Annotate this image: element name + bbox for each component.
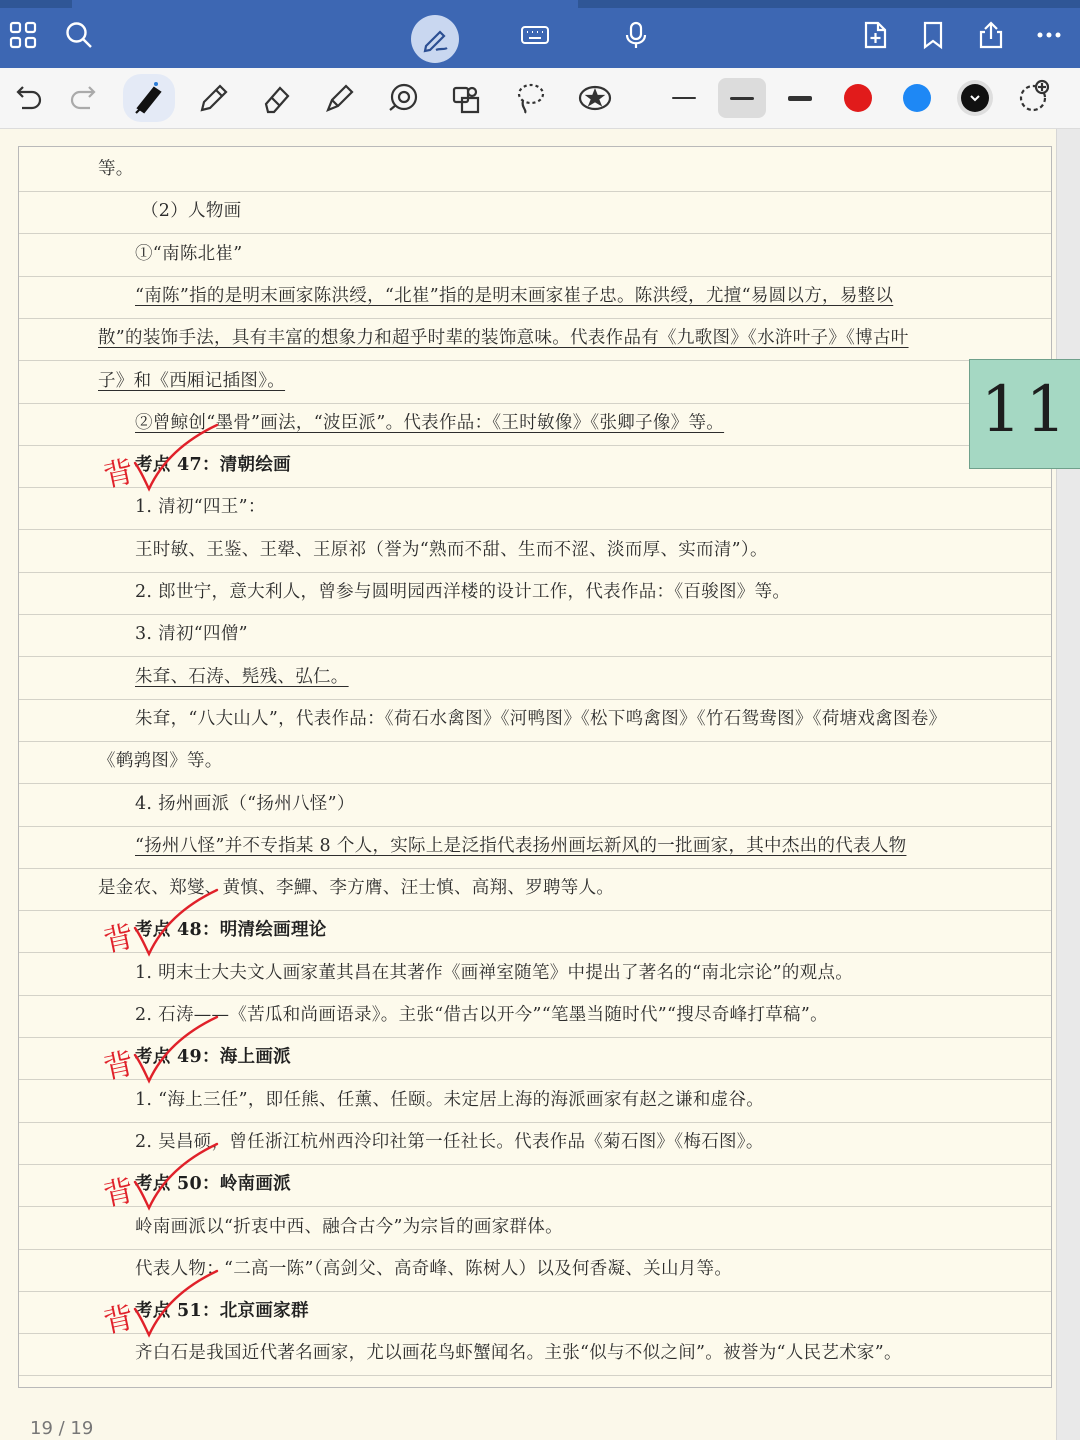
top-strip <box>578 0 1080 8</box>
ruled-line <box>19 233 1051 234</box>
ruled-line <box>19 1375 1051 1376</box>
text-line: 朱耷，“八大山人”，代表作品：《荷石水禽图》《河鸭图》《松下鸣禽图》《竹石鸳鸯图》《荷塘戏禽图卷》 <box>135 708 947 729</box>
checkmark-icon <box>131 1142 221 1212</box>
ruled-line <box>19 403 1051 404</box>
text-line: “南陈”指的是明末画家陈洪绶，“北崔”指的是明末画家崔子忠。陈洪绶，尤擅“易圆以方，易整以 <box>135 285 894 306</box>
text-line: 2. 郎世宁，意大利人，曾参与圆明园西洋楼的设计工作，代表作品：《百骏图》等。 <box>135 582 791 602</box>
ruled-line <box>19 741 1051 742</box>
text-line: 4. 扬州画派（“扬州八怪”） <box>135 793 355 814</box>
search-icon[interactable] <box>64 20 94 50</box>
stroke-thick[interactable] <box>776 78 824 118</box>
drawing-toolbar <box>0 68 1080 129</box>
ruled-line <box>19 614 1051 615</box>
keyboard-icon[interactable] <box>520 20 550 50</box>
text-line: 子》和《西厢记插图》。 <box>98 370 286 391</box>
lasso-tool[interactable] <box>511 80 549 116</box>
text-line: 王时敏、王鉴、王翚、王原祁（誉为“熟而不甜、生而不涩、淡而厚、实而清”）。 <box>135 539 768 560</box>
section-heading: 考点 47：清朝绘画 <box>135 455 291 476</box>
stroke-thin[interactable] <box>660 78 708 118</box>
ruled-line <box>19 529 1051 530</box>
pencil-tool[interactable] <box>194 80 232 116</box>
text-line: ②曾鲸创“墨骨”画法，“波臣派”。代表作品：《王时敏像》《张卿子像》等。 <box>135 412 725 433</box>
checkmark-icon <box>131 1015 221 1085</box>
handwritten-annotation: 背 <box>100 919 138 961</box>
eraser-tool[interactable] <box>256 80 294 116</box>
ruled-line <box>19 318 1051 319</box>
text-line: 散”的装饰手法，具有丰富的想象力和超乎时辈的装饰意味。代表作品有《九歌图》《水浒叶子》《博古叶 <box>98 328 909 349</box>
ruled-line <box>19 276 1051 277</box>
text-line: 2. 石涛——《苦瓜和尚画语录》。主张“借古以开今”“笔墨当随时代”“搜尽奇峰打草稿”。 <box>135 1005 828 1025</box>
ruled-line <box>19 360 1051 361</box>
checkmark-icon <box>131 888 221 958</box>
shape-tool[interactable] <box>384 80 422 116</box>
handwritten-annotation: 背 <box>100 1300 138 1341</box>
ruled-line <box>19 995 1051 996</box>
top-strip <box>0 0 72 8</box>
checkmark-icon <box>131 1269 221 1339</box>
ruled-line <box>19 1122 1051 1123</box>
notebook-page[interactable] <box>18 146 1052 1388</box>
more-options-icon[interactable] <box>1034 20 1064 50</box>
ruled-line <box>19 1249 1051 1250</box>
text-line: 是金农、郑燮、黄慎、李鱓、李方膺、汪士慎、高翔、罗聘等人。 <box>98 878 615 899</box>
add-page-icon[interactable] <box>860 20 890 50</box>
pen-mode-button[interactable] <box>411 15 459 63</box>
page-counter: 19 / 19 <box>30 1418 94 1439</box>
share-icon[interactable] <box>976 20 1006 50</box>
fountain-pen-tool[interactable] <box>123 74 175 122</box>
text-line: 齐白石是我国近代著名画家，尤以画花鸟虾蟹闻名。主张“似与不似之间”。被誉为“人民艺术家”。 <box>135 1343 902 1364</box>
handwritten-annotation: 背 <box>100 1173 138 1214</box>
section-heading: 考点 48：明清绘画理论 <box>135 920 327 941</box>
ruled-line <box>19 783 1051 784</box>
text-line: 岭南画派以“折衷中西、融合古今”为宗旨的画家群体。 <box>135 1216 563 1237</box>
bookmark-icon[interactable] <box>918 20 948 50</box>
text-line: 等。 <box>98 159 134 179</box>
stroke-medium[interactable] <box>718 78 766 118</box>
handwritten-annotation: 背 <box>100 1046 138 1087</box>
text-line: ①“南陈北崔” <box>135 243 243 264</box>
handwritten-annotation: 背 <box>100 454 138 495</box>
section-heading: 考点 51：北京画家群 <box>135 1301 309 1322</box>
text-line: 1. 明末士大夫文人画家董其昌在其著作《画禅室随笔》中提出了著名的“南北宗论”的观点。 <box>135 962 854 983</box>
ruled-line <box>19 572 1051 573</box>
color-blue-swatch[interactable] <box>903 84 931 112</box>
redo-icon[interactable] <box>66 80 104 116</box>
text-line: 代表人物：“二高一陈”（高剑父、高奇峰、陈树人）以及何香凝、关山月等。 <box>135 1258 733 1279</box>
text-line: “扬州八怪”并不专指某 8 个人，实际上是泛指代表扬州画坛新风的一批画家，其中杰出的代表人物 <box>135 835 907 856</box>
app-top-bar <box>0 0 1080 68</box>
ruled-line <box>19 826 1051 827</box>
ruled-line <box>19 191 1051 192</box>
text-line: 《鹌鹑图》等。 <box>98 751 223 772</box>
text-line: 1. 清初“四王”： <box>135 497 266 518</box>
color-red-swatch[interactable] <box>844 84 872 112</box>
image-element-tool[interactable] <box>448 80 486 116</box>
grid-view-icon[interactable] <box>8 20 38 50</box>
text-line: （2）人物画 <box>141 201 242 222</box>
ruled-line <box>19 699 1051 700</box>
checkmark-icon <box>131 423 221 493</box>
section-heading: 考点 50：岭南画派 <box>135 1174 291 1195</box>
text-line: 1. “海上三任”，即任熊、任薰、任颐。未定居上海的海派画家有赵之谦和虚谷。 <box>135 1089 765 1110</box>
add-color-icon[interactable] <box>1016 78 1054 114</box>
highlighter-tool[interactable] <box>320 80 358 116</box>
sticker-tool[interactable] <box>576 80 614 116</box>
ruled-line <box>19 656 1051 657</box>
text-line: 3. 清初“四僧” <box>135 624 248 645</box>
section-heading: 考点 49：海上画派 <box>135 1047 291 1068</box>
chevron-down-icon <box>961 84 989 112</box>
text-line: 朱耷、石涛、髡残、弘仁。 <box>135 666 349 687</box>
page-number-tag: 11 <box>969 359 1080 469</box>
color-black-swatch[interactable] <box>961 84 989 112</box>
ruled-line <box>19 868 1051 869</box>
text-line: 2. 吴昌硕，曾任浙江杭州西泠印社第一任社长。代表作品《菊石图》《梅石图》。 <box>135 1131 764 1152</box>
microphone-icon[interactable] <box>621 20 651 50</box>
undo-icon[interactable] <box>8 80 46 116</box>
